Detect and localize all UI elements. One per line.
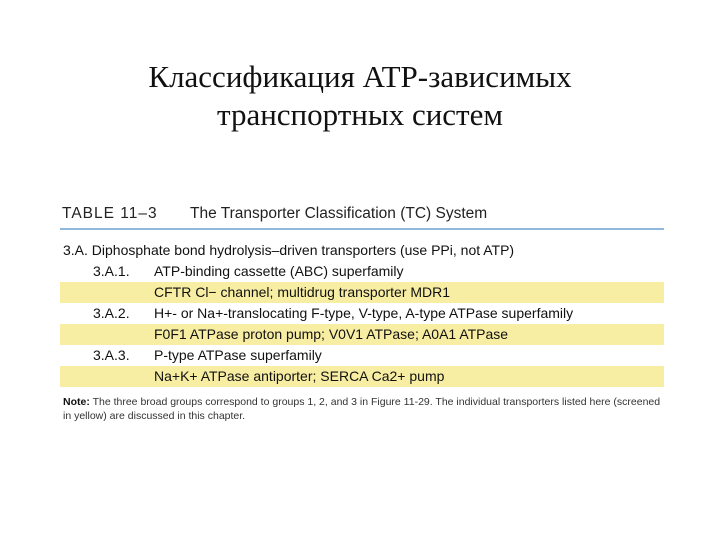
row-code: 3.A.1. [93, 263, 130, 279]
note-label: Note: [63, 396, 90, 408]
note-text: The three broad groups correspond to groups 1, 2, and 3 in Figure 11-29. The individual transporters listed here (screened in yellow) are discussed in this chapter. [63, 396, 661, 422]
row-text: ATP-binding cassette (ABC) superfamily [154, 263, 404, 279]
row-text: H+- or Na+-translocating F-type, V-type, A-type ATPase superfamily [154, 305, 574, 321]
table-row [60, 240, 664, 261]
row-text: Na+K+ ATPase antiporter; SERCA Ca2+ pump [154, 368, 445, 384]
row-text: F0F1 ATPase proton pump; V0V1 ATPase; A0A1 ATPase [154, 326, 509, 342]
row-text: 3.A. Diphosphate bond hydrolysis–driven transporters (use PPi, not ATP) [63, 242, 515, 258]
table-caption: The Transporter Classification (TC) System [190, 205, 488, 222]
table-row-highlighted [60, 282, 664, 303]
table-row [60, 261, 664, 282]
table-header [60, 203, 664, 225]
row-text: CFTR Cl− channel; multidrug transporter MDR1 [154, 284, 451, 300]
row-code: 3.A.3. [93, 347, 130, 363]
table-note [63, 395, 663, 423]
table-row [60, 345, 664, 366]
tc-table [60, 203, 664, 387]
slide-title-line-1: Классификация ATP-зависимых [148, 59, 572, 94]
table-row-highlighted [60, 366, 664, 387]
slide-title [0, 58, 720, 134]
row-text: P-type ATPase superfamily [154, 347, 322, 363]
table-row [60, 303, 664, 324]
row-code: 3.A.2. [93, 305, 130, 321]
table-row-highlighted [60, 324, 664, 345]
table-top-rule [60, 228, 664, 230]
table-number: TABLE 11–3 [62, 205, 158, 222]
slide-title-line-2: транспортных систем [217, 97, 503, 132]
